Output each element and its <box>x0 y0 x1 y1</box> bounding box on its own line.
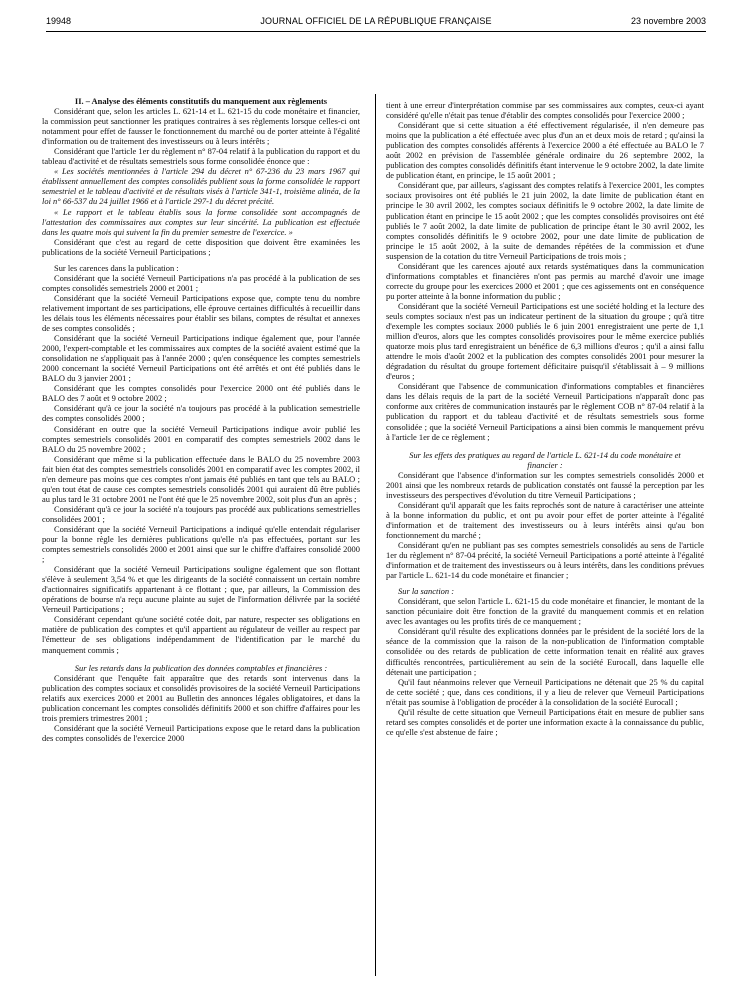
paragraph: Considérant que les carences ajouté aux retards systématiques dans la communication d'informations comptables et financières n'ont pas permis au marché d'avoir une image correcte du groupe pour les exercices 2000 et 2001 ; que ces agissements ont en conséquence pu porter atteinte à la bonne information du public ; <box>386 260 704 301</box>
header-rule <box>46 31 706 32</box>
paragraph: Qu'il résulte de cette situation que Verneuil Participations était en mesure de publier sans retard ses comptes consolidés et de porter une information exacte à la connaissance du public, ce qu'elle s'est abstenue de faire ; <box>386 706 704 737</box>
paragraph: Considérant que la société Verneuil Participations n'a pas procédé à la publication de ses comptes consolidés semestriels 2000 et 2001 ; <box>42 272 360 293</box>
column-divider <box>375 94 376 976</box>
quoted-paragraph: « Le rapport et le tableau établis sous la forme consolidée sont accompagnés de l'attestation des commissaires aux comptes sur leur sincérité. La publication est effectuée dans les quatre mois qui suivent la fin du premier semestre de l'exercice. » <box>42 206 360 237</box>
paragraph: Considérant en outre que la société Verneuil Participations indique avoir publié les comptes semestriels consolidés 2001 en comparatif des comptes semestriels 2002 dans le BALO du 25 novembre 2002 ; <box>42 423 360 454</box>
paragraph: Considérant que la société Verneuil Participations expose que, compte tenu du nombre relativement important de ses participations, elle éprouve certaines difficultés à recueillir dans les délais tous les éléments nécessaires pour établir ses bilans, comptes de résultat et annexes de ses comptes consolidés ; <box>42 292 360 334</box>
paragraph: Considérant qu'il apparaît que les faits reprochés sont de nature à caractériser une atteinte à la bonne information du public, et ont pu avoir pour effet de porter atteinte à l'égalité d'information et de traitement des investisseurs ou à leurs intérêts ainsi qu'au bon fonctionnement du marché ; <box>386 499 704 540</box>
paragraph: Considérant qu'il résulte des explications données par le président de la société lors de la séance de la commission que la raison de la non-publication de l'information comptable consolidée ou des retards de publication de cette information tenait en réalité aux graves difficultés rencontrées, particulièrement au sein de la société Eurocall, dans laquelle elle détenait une participation ; <box>386 626 704 677</box>
paragraph: Considérant que la société Verneuil Participations a indiqué qu'elle entendait régulariser pour la bonne règle les dernières publications qu'elle n'a pas effectuées, portant sur les comptes semestriels consolidés 2000 et 2001 ainsi que sur le chiffre d'affaires consolidé 2000 ; <box>42 523 360 565</box>
journal-title: JOURNAL OFFICIEL DE LA RÉPUBLIQUE FRANÇAISE <box>260 16 492 26</box>
paragraph: Considérant que, selon les articles L. 621-14 et L. 621-15 du code monétaire et financier, la commission peut sanctionner les pratiques contraires à ses règlements lorsque celles-ci ont notamment pour effet de fausser le fonctionnement du marché ou de porter atteinte à l'égalité d'information ou de traitement des investisseurs ou à leurs intérêts ; <box>42 106 360 147</box>
section-heading: II. – Analyse des éléments constitutifs du manquement aux règlements <box>74 96 328 106</box>
paragraph: Considérant que l'article 1er du règlement n° 87-04 relatif à la publication du rapport et du tableau d'activité et de résultats semestriels sous forme consolidée énonce que : <box>42 146 360 167</box>
paragraph: Considérant cependant qu'une société cotée doit, par nature, respecter ses obligations en matière de publication des comptes et qu'il appartient au régulateur de veiller au respect par l'émetteur de ses obligations indépendamment de l'identification par le marché du manquement commis ; <box>42 614 360 655</box>
paragraph: Considérant que la société Verneuil Participations souligne également que son flottant s'élève à seulement 3,54 % et que les dirigeants de la société connaissent un certain nombre d'actionnaires significatifs appartenant à ce flottant ; que, par ailleurs, la Commission des opérations de bourse n'a reçu aucune plainte au sujet de l'information délivrée par la société Verneuil Participations ; <box>42 564 360 615</box>
paragraph: Considérant, que selon l'article L. 621-15 du code monétaire et financier, le montant de la sanction pécuniaire doit être fonction de la gravité du manquement commis et en relation avec les avantages ou les profits tirés de ce manquement ; <box>386 596 704 627</box>
paragraph: Considérant que les comptes consolidés pour l'exercice 2000 ont été publiés dans le BALO des 7 août et 9 octobre 2002 ; <box>42 383 360 404</box>
subsection-heading: Sur les effets des pratiques au regard de l'article L. 621-14 du code monétaire et financier : <box>409 449 681 470</box>
subsection-heading: Sur les retards dans la publication des données comptables et financières : <box>74 662 328 673</box>
paragraph: Considérant que l'absence de communication d'informations comptables et financières dans les délais requis de la part de la société Verneuil Participations n'apparaît donc pas conforme aux critères de communication instaurés par le règlement COB n° 87-04 relatif à la publication du rapport et du tableau d'activité et de résultats semestriels sous forme consolidée ; que la société Verneuil Participations a ainsi bien commis le manquement prévu à l'article 1er de ce règlement ; <box>386 381 704 442</box>
page-number: 19948 <box>46 16 72 26</box>
right-column <box>386 100 704 980</box>
paragraph: Considérant que c'est au regard de cette disposition que doivent être examinées les publications de la société Verneuil Participations ; <box>42 236 360 257</box>
paragraph: Considérant que la société Verneuil Participations indique également que, pour l'année 2000, l'expert-comptable et les commissaires aux comptes de la société avaient estimé que la consolidation ne s'appliquait pas à l'année 2000 ; qu'en conséquence les comptes semestriels 2000 concernant la société Verneuil Participations ont été arrêtés et ont été publiés dans le BALO du 3 janvier 2001 ; <box>42 333 360 384</box>
quoted-paragraph: « Les sociétés mentionnées à l'article 294 du décret n° 67-236 du 23 mars 1967 qui établissent annuellement des comptes consolidés publient sous la forme consolidée le rapport semestriel et le tableau d'activité et de résultats visés à l'article 341-1, troisième alinéa, de la loi n° 66-537 du 24 juillet 1966 et à l'article 297-1 du décret précité. <box>42 166 360 207</box>
page-header <box>46 16 706 30</box>
paragraph: Considérant que la société Verneuil Participations est une société holding et la lecture des seuls comptes sociaux n'est pas un indicateur pertinent de la situation du groupe ; qu'à titre d'exemple les comptes sociaux 2000 publiés le 6 juin 2001 enregistraient une perte de 1,1 million d'euros, alors que les comptes consolidés provisoires pour le même exercice publiés quatorze mois plus tard enregistraient un bénéfice de 6,3 millions d'euros ; qu'il a ainsi fallu attendre le mois d'août 2002 et la publication des comptes consolidés 2001 pour mesurer la dégradation du résultat du groupe fortement déficitaire puisqu'il s'établissait à – 9 millions d'euros ; <box>386 300 704 382</box>
paragraph: Considérant que l'absence d'information sur les comptes semestriels consolidés 2000 et 2001 ainsi que les nombreux retards de publication constatés ont faussé la perception par les investisseurs des perspectives d'évolution du titre Verneuil Participations ; <box>386 469 704 500</box>
left-column <box>42 96 360 976</box>
paragraph: Considérant qu'à ce jour la société n'a toujours pas procédé à la publication semestrielle des comptes consolidés 2000 ; <box>42 403 360 424</box>
paragraph: Qu'il faut néanmoins relever que Verneuil Participations ne détenait que 25 % du capital de cette société ; que, dans ces conditions, il y a lieu de relever que Verneuil Participations n'était pas soumise à l'obligation de procéder à la consolidation de la société Eurocall ; <box>386 676 704 707</box>
issue-date: 23 novembre 2003 <box>630 16 706 26</box>
paragraph: Considérant que, par ailleurs, s'agissant des comptes relatifs à l'exercice 2001, les comptes sociaux provisoires ont été publiés le 21 juin 2002, la date limite de publication étant en principe le 30 avril 2002, les comptes sociaux définitifs le 9 octobre 2002, la date limite de publication étant en principe le 15 août 2002 ; que les comptes consolidés provisoires ont été publiés le 7 août 2002, la date limite de publication de principe étant le 30 avril 2002, les comptes consolidés définitifs le 9 octobre 2002, pour une date limite de publication de principe le 15 août 2002, à la suite de demandes répétées de la commission et d'une suspension de la cotation du titre Verneuil Participations de trois mois ; <box>386 180 704 261</box>
paragraph: Considérant qu'en ne publiant pas ses comptes semestriels consolidés au sens de l'article 1er du règlement n° 87-04 précité, la société Verneuil Participations a porté atteinte à l'égalité d'information et de traitement des investisseurs ou à leurs intérêts, dans les conditions prévues par l'article L. 621-14 du code monétaire et financier ; <box>386 540 704 581</box>
subsection-heading: Sur la sanction : <box>398 586 455 597</box>
paragraph: Considérant que si cette situation a été effectivement régularisée, il n'en demeure pas moins que la publication a été effectuée avec plus d'un an et deux mois de retard ; qu'ainsi la publication des comptes consolidés afférents à l'exercice 2000 a été effectuée au BALO le 7 août 2002 en prévision de l'assemblée générale ordinaire du 26 septembre 2002, la publication des comptes consolidés définitifs étant intervenue le 9 octobre 2002, la date limite de publication étant, en principe, le 15 août 2001 ; <box>386 120 704 181</box>
paragraph: tient à une erreur d'interprétation commise par ses commissaires aux comptes, ceux-ci ayant considéré qu'elle n'était pas tenue d'établir des comptes consolidés pour l'exercice 2000 ; <box>386 100 704 121</box>
paragraph: Considérant que la société Verneuil Participations expose que le retard dans la publication des comptes consolidés de l'exercice 2000 <box>42 722 360 743</box>
paragraph: Considérant que même si la publication effectuée dans le BALO du 25 novembre 2003 fait bien état des comptes semestriels consolidés 2001 en comparatif avec les comptes 2002, il n'en demeure pas moins que ces comptes n'ont jamais été publiés en tant que tels au BALO ; qu'en tout état de cause ces comptes semestriels consolidés 2001 qui auraient dû être publiés au plus tard le 31 octobre 2001 ne l'ont été que le 25 novembre 2002, soit plus d'un an après ; <box>42 453 360 504</box>
paragraph: Sur les carences dans la publication : <box>54 262 179 273</box>
paragraph: Considérant que l'enquête fait apparaître que des retards sont intervenus dans la publication des comptes sociaux et consolidés provisoires de la société Verneuil Participations relatifs aux exercices 2000 et 2001 au Bulletin des annonces légales obligatoires, et dans la publication concernant les comptes consolidés définitifs 2000 et son chiffre d'affaires pour les trois premiers trimestres 2001 ; <box>42 672 360 723</box>
paragraph: Considérant qu'à ce jour la société n'a toujours pas procédé aux publications semestrielles consolidées 2001 ; <box>42 503 360 524</box>
